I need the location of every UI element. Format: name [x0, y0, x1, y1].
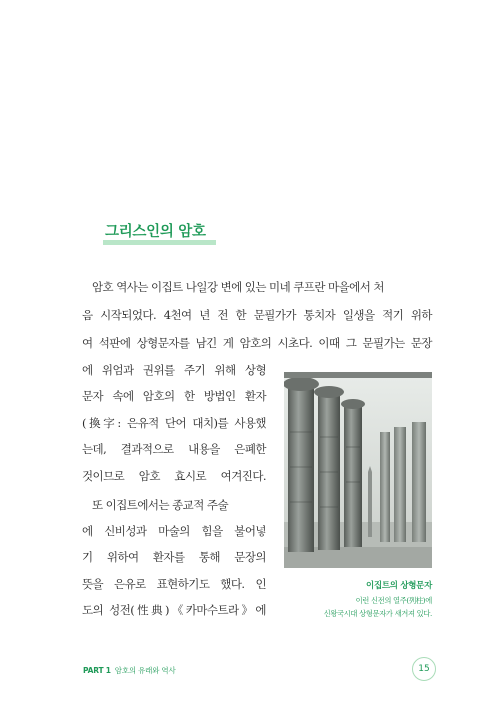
body-line-5: 문자 속에 암호의 한 방법인 환자: [82, 389, 266, 403]
footer-part-title: 암호의 유래와 역사: [114, 666, 176, 675]
body-line-4: 에 위엄과 권위를 주기 위해 상형: [82, 363, 266, 377]
body-line-7: 는데, 결과적으로 내용을 은폐한: [82, 442, 266, 456]
body-line-1: 암호 역사는 이집트 나일강 변에 있는 미네 쿠프란 마을에서 처: [92, 280, 384, 294]
temple-columns-photo: [284, 372, 432, 568]
caption-line-2: 신왕국시대 상형문자가 새겨져 있다.: [323, 609, 432, 618]
footer-running-head: [83, 665, 176, 676]
body-line-2: 음 시작되었다. 4천여 년 전 한 문필가가 통치자 일생을 적기 위하: [82, 308, 432, 322]
section-title: 그리스인의 암호: [105, 224, 206, 240]
page-number: 15: [412, 657, 436, 681]
body-line-12: 뜻을 은유로 표현하기도 했다. 인: [82, 577, 266, 591]
body-line-8: 것이므로 암호 효시로 여겨진다.: [82, 469, 266, 483]
footer-part-label: PART 1: [83, 666, 111, 675]
body-line-10: 에 신비성과 마술의 힘을 불어넣: [82, 524, 266, 538]
body-line-6: (換字: 은유적 단어 대치)를 사용했: [82, 416, 266, 430]
body-line-9: 또 이집트에서는 종교적 주술: [92, 498, 229, 512]
body-line-3: 여 석판에 상형문자를 남긴 게 암호의 시초다. 이때 그 문필가는 문장: [82, 336, 432, 350]
caption-line-1: 이런 신전의 열주(列柱)에: [355, 596, 432, 605]
section-title-underline: [103, 240, 216, 245]
body-line-13: 도의 성전(性典)《카마수트라》에: [82, 603, 266, 617]
body-line-11: 기 위하여 환자를 통해 문장의: [82, 550, 266, 564]
caption-title: 이집트의 상형문자: [366, 581, 432, 591]
